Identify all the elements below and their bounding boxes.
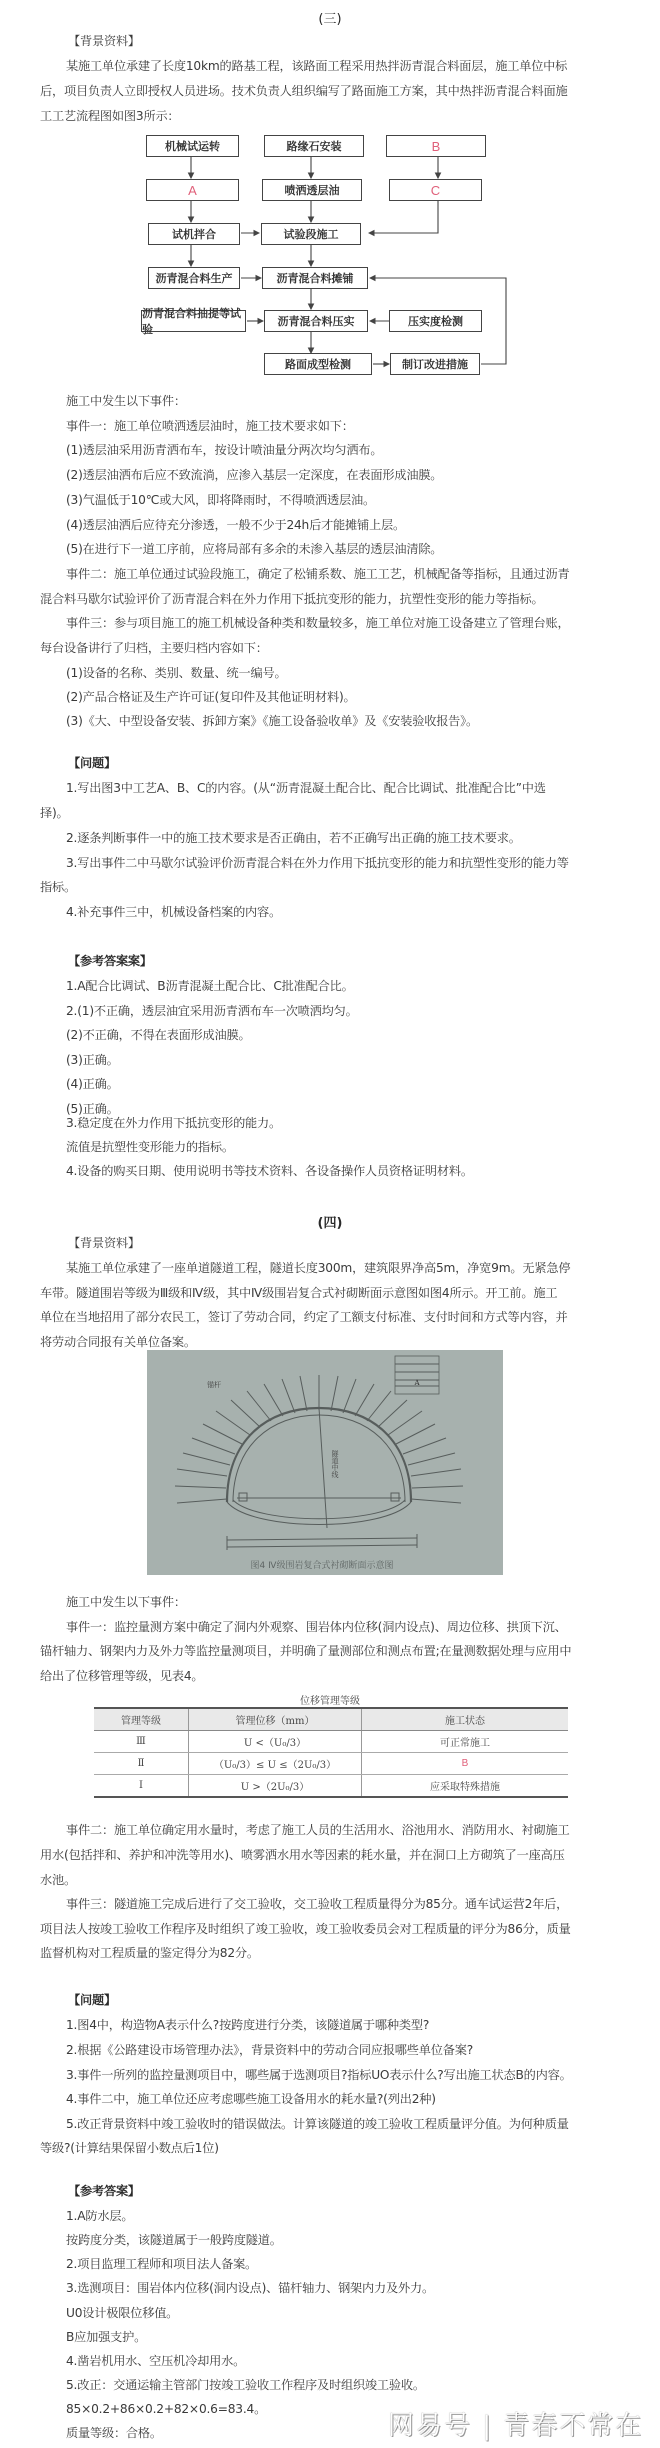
section-4-title: (四) <box>317 1216 343 1231</box>
figure-4-caption: 图4 Ⅳ级围岩复合式衬砌断面示意图 <box>250 1561 394 1571</box>
background-heading: 【背景资料】 <box>68 1236 140 1250</box>
events-intro: 施工中发生以下事件： <box>66 394 186 408</box>
flow-box-prime-coat: 喷洒透层油 <box>262 179 362 201</box>
background-line: 某施工单位承建了一座单道隧道工程，隧道长度300m，建筑限界净高5m，净宽9m。无紧急停 <box>66 1261 571 1275</box>
flow-box-A: A <box>146 179 239 201</box>
watermark: 网易号 | 青春不常在 <box>388 2411 644 2441</box>
table-cell: Ⅲ <box>94 1731 189 1753</box>
event1-line: (3)气温低于10℃或大风，即将降雨时，不得喷洒透层油。 <box>66 493 375 507</box>
event3-line: 事件三：参与项目施工的施工机械设备种类和数量较多，施工单位对施工设备建立了管理台账， <box>66 616 570 630</box>
event3-line: 每台设备讲行了归档，主要归档内容如下： <box>40 641 268 655</box>
answer-line: (4)正确。 <box>66 1077 119 1091</box>
question-line: 1.写出图3中工艺A、B、C的内容。(从“沥青混凝土配合比、配合比调试、批准配合比”中选 <box>66 781 546 795</box>
table-cell: Ⅱ <box>94 1753 189 1775</box>
answers-heading: 【参考答案案】 <box>68 954 152 968</box>
answer-line: 5.改正：交通运输主管部门按竣工验收工作程序及时组织竣工验收。 <box>66 2378 425 2392</box>
background-line: 将劳动合同报有关单位备案。 <box>40 1335 196 1349</box>
table-header-row <box>94 1708 568 1731</box>
table-caption: 位移管理等级 <box>300 1696 360 1707</box>
flow-box-extraction-test: 沥青混合料抽提等试验 <box>141 310 246 332</box>
flow-box-improvement-measures: 制订改进措施 <box>390 353 480 375</box>
col-header: 管理位移（mm） <box>189 1708 362 1731</box>
question-line: 3.事件一所列的监控量测项目中，哪些属于选测项目?指标UO表示什么?写出施工状态B的内容。 <box>66 2068 572 2082</box>
event2-line: 事件二：施工单位通过试验段施工，确定了松铺系数、施工工艺，机械配备等指标，且通过沥青 <box>66 567 570 581</box>
event1-line: (5)在进行下一道工序前，应将局部有多余的未渗入基层的透层油清除。 <box>66 542 443 556</box>
event3-line: (2)产品合格证及生产许可证(复印件及其他证明材料)。 <box>66 690 356 704</box>
answers-heading: 【参考答案】 <box>68 2184 140 2198</box>
event1-line: 事件一：施工单位喷洒透层油时，施工技术要求如下： <box>66 419 354 433</box>
section-3-title: (三) <box>318 12 342 27</box>
background-line: 车带。隧道围岩等级为Ⅲ级和Ⅳ级，其中Ⅳ级围岩复合式衬砌断面示意图如图4所示。开工前。施工 <box>40 1286 558 1300</box>
answer-line: (5)正确。 <box>66 1102 119 1116</box>
questions-heading: 【问题】 <box>68 1993 116 2007</box>
answer-line: 3.稳定度在外力作用下抵抗变形的能力。 <box>66 1116 282 1130</box>
table-cell: U <（U₀/3） <box>189 1731 362 1753</box>
col-header: 管理等级 <box>94 1708 189 1731</box>
answer-line: (3)正确。 <box>66 1053 119 1067</box>
event1-line: (4)透层油洒后应待充分渗透，一般不少于24h后才能摊铺上层。 <box>66 518 405 532</box>
table-row <box>94 1731 568 1753</box>
flowchart-connectors <box>100 130 580 380</box>
table-cell: 应采取特殊措施 <box>362 1775 569 1798</box>
answer-line: 4.设备的购买日期、使用说明书等技术资料、各设备操作人员资格证明材料。 <box>66 1164 473 1178</box>
questions-heading: 【问题】 <box>68 756 116 770</box>
answer-line: 2.(1)不正确，透层油宜采用沥青洒布车一次喷洒均匀。 <box>66 1004 358 1018</box>
question-line: 2.根据《公路建设市场管理办法》，背景资料中的劳动合同应报哪些单位备案? <box>66 2043 473 2057</box>
event1-line: 锚杆轴力、钢架内力及外力等监控量测项目，并明确了量测部位和测点布置;在量测数据处理与应用中 <box>40 1644 572 1658</box>
answer-line: U0设计极限位移值。 <box>66 2306 179 2320</box>
event3-line: 事件三：隧道施工完成后进行了交工验收，交工验收工程质量得分为85分。通车试运营2年后， <box>66 1897 569 1911</box>
event2-line: 事件二：施工单位确定用水量时，考虑了施工人员的生活用水、浴池用水、消防用水、衬砌施工 <box>66 1823 570 1837</box>
background-line: 后，项目负责人立即授权人员进场。技术负责人组织编写了路面施工方案，其中热拌沥青混合料面施 <box>40 84 568 98</box>
question-line: 指标。 <box>40 880 76 894</box>
answer-line: 2.项目监理工程师和项目法人备案。 <box>66 2257 258 2271</box>
answer-line: 质量等级：合格。 <box>66 2426 162 2440</box>
answer-line: 按跨度分类，该隧道属于一般跨度隧道。 <box>66 2233 282 2247</box>
col-header: 施工状态 <box>362 1708 569 1731</box>
flow-box-mix-compaction: 沥青混合料压实 <box>264 310 368 332</box>
question-line: 择)。 <box>40 806 69 820</box>
flow-box-C: C <box>389 179 482 201</box>
svg-text:锚杆: 锚杆 <box>207 1381 221 1389</box>
question-line: 2.逐条判断事件一中的施工技术要求是否正确由，若不正确写出正确的施工技术要求。 <box>66 831 521 845</box>
event3-line: (3)《大、中型设备安装、拆卸方案》《施工设备验收单》及《安装验收报告》。 <box>66 714 479 728</box>
background-line: 某施工单位承建了长度10km的路基工程，该路面工程采用热拌沥青混合料面层，施工单位中标 <box>66 59 568 73</box>
flow-box-surface-check: 路面成型检测 <box>264 353 372 375</box>
tunnel-section-photo <box>147 1350 503 1575</box>
table-cell: （U₀/3）≤ U ≤（2U₀/3） <box>189 1753 362 1775</box>
answer-line: 3.选测项目：围岩体内位移(洞内设点)、锚杆轴力、钢架内力及外力。 <box>66 2281 434 2295</box>
answer-line: 4.凿岩机用水、空压机冷却用水。 <box>66 2354 246 2368</box>
flow-box-mix-paving: 沥青混合料摊铺 <box>262 267 368 289</box>
event1-line: (1)透层油采用沥青洒布车，按设计喷油量分两次均匀洒布。 <box>66 443 383 457</box>
flow-box-mechanical-test-run: 机械试运转 <box>146 135 239 157</box>
event2-line: 用水(包括拌和、养护和冲洗等用水)、喷雾洒水用水等因素的耗水量，并在洞口上方砌筑了一座高压 <box>40 1848 565 1862</box>
question-line: 5.改正背景资料中竣工验收时的错误做法。计算该隧道的竣工验收工程质量评分值。为何种质量 <box>66 2117 569 2131</box>
flow-box-B: B <box>386 135 486 157</box>
event3-line: 项目法人按竣工验收工作程序及时组织了竣工验收，竣工验收委员会对工程质量的评分为86分，质量 <box>40 1922 571 1936</box>
flow-box-curb-installation: 路缘石安装 <box>264 135 364 157</box>
background-line: 工工艺流程图如图3所示： <box>40 109 180 123</box>
flow-box-trial-section: 试验段施工 <box>261 223 361 245</box>
event3-line: (1)设备的名称、类别、数量、统一编号。 <box>66 666 287 680</box>
event1-line: 事件一：监控量测方案中确定了洞内外观察、围岩体内位移(洞内设点)、周边位移、拱顶下沉、 <box>66 1620 567 1634</box>
flow-box-mix-production: 沥青混合料生产 <box>148 267 240 289</box>
answer-line: 1.A防水层。 <box>66 2209 134 2223</box>
flowchart-figure-3 <box>100 130 580 380</box>
layer-A-label: A <box>414 1379 420 1387</box>
background-heading: 【背景资料】 <box>68 34 140 48</box>
table-cell: U >（2U₀/3） <box>189 1775 362 1798</box>
displacement-management-table <box>94 1707 568 1798</box>
question-line: 等级?(计算结果保留小数点后1位) <box>40 2141 219 2155</box>
table-row <box>94 1753 568 1775</box>
question-line: 1.图4中，构造物A表示什么?按跨度进行分类，该隧道属于哪种类型? <box>66 2018 430 2032</box>
event2-line: 水池。 <box>40 1873 76 1887</box>
answer-line: 85×0.2+86×0.2+82×0.6=83.4。 <box>66 2402 267 2416</box>
table-row <box>94 1775 568 1798</box>
question-line: 3.写出事件二中马歇尔试验评价沥青混合料在外力作用下抵抗变形的能力和抗塑性变形的能力等 <box>66 856 569 870</box>
table-cell: Ⅰ <box>94 1775 189 1798</box>
event2-line: 混合料马歇尔试验评价了沥青混合料在外力作用下抵抗变形的能力，抗塑性变形的能力等指标。 <box>40 592 544 606</box>
event1-line: 给出了位移管理等级，见表4。 <box>40 1669 204 1683</box>
flow-box-density-test: 压实度检测 <box>389 310 482 332</box>
tunnel-lining-diagram <box>147 1350 503 1575</box>
answer-line: (2)不正确，不得在表面形成油膜。 <box>66 1028 251 1042</box>
answer-line: 1.A配合比调试、B沥青混凝土配合比、C批准配合比。 <box>66 979 354 993</box>
flow-box-trial-mixing: 试机拌合 <box>148 223 240 245</box>
event1-line: (2)透层油洒布后应不致流淌，应渗入基层一定深度，在表面形成油膜。 <box>66 468 443 482</box>
question-line: 4.补充事件三中，机械设备档案的内容。 <box>66 905 282 919</box>
background-line: 单位在当地招用了部分农民工，签订了劳动合同，约定了工额支付标准、支付时间和方式等内容，并 <box>40 1310 568 1324</box>
answer-line: B应加强支护。 <box>66 2330 147 2344</box>
events-intro: 施工中发生以下事件： <box>66 1595 186 1609</box>
event3-line: 监督机构对工程质量的鉴定得分为82分。 <box>40 1946 259 1960</box>
answer-line: 流值是抗塑性变形能力的指标。 <box>66 1140 234 1154</box>
table-cell: 可正常施工 <box>362 1731 569 1753</box>
svg-text:隧道中线: 隧道中线 <box>331 1450 339 1478</box>
question-line: 4.事件二中，施工单位还应考虑哪些施工设备用水的耗水量?(列出2种) <box>66 2092 436 2106</box>
table-cell-placeholder-B: B <box>362 1753 569 1775</box>
